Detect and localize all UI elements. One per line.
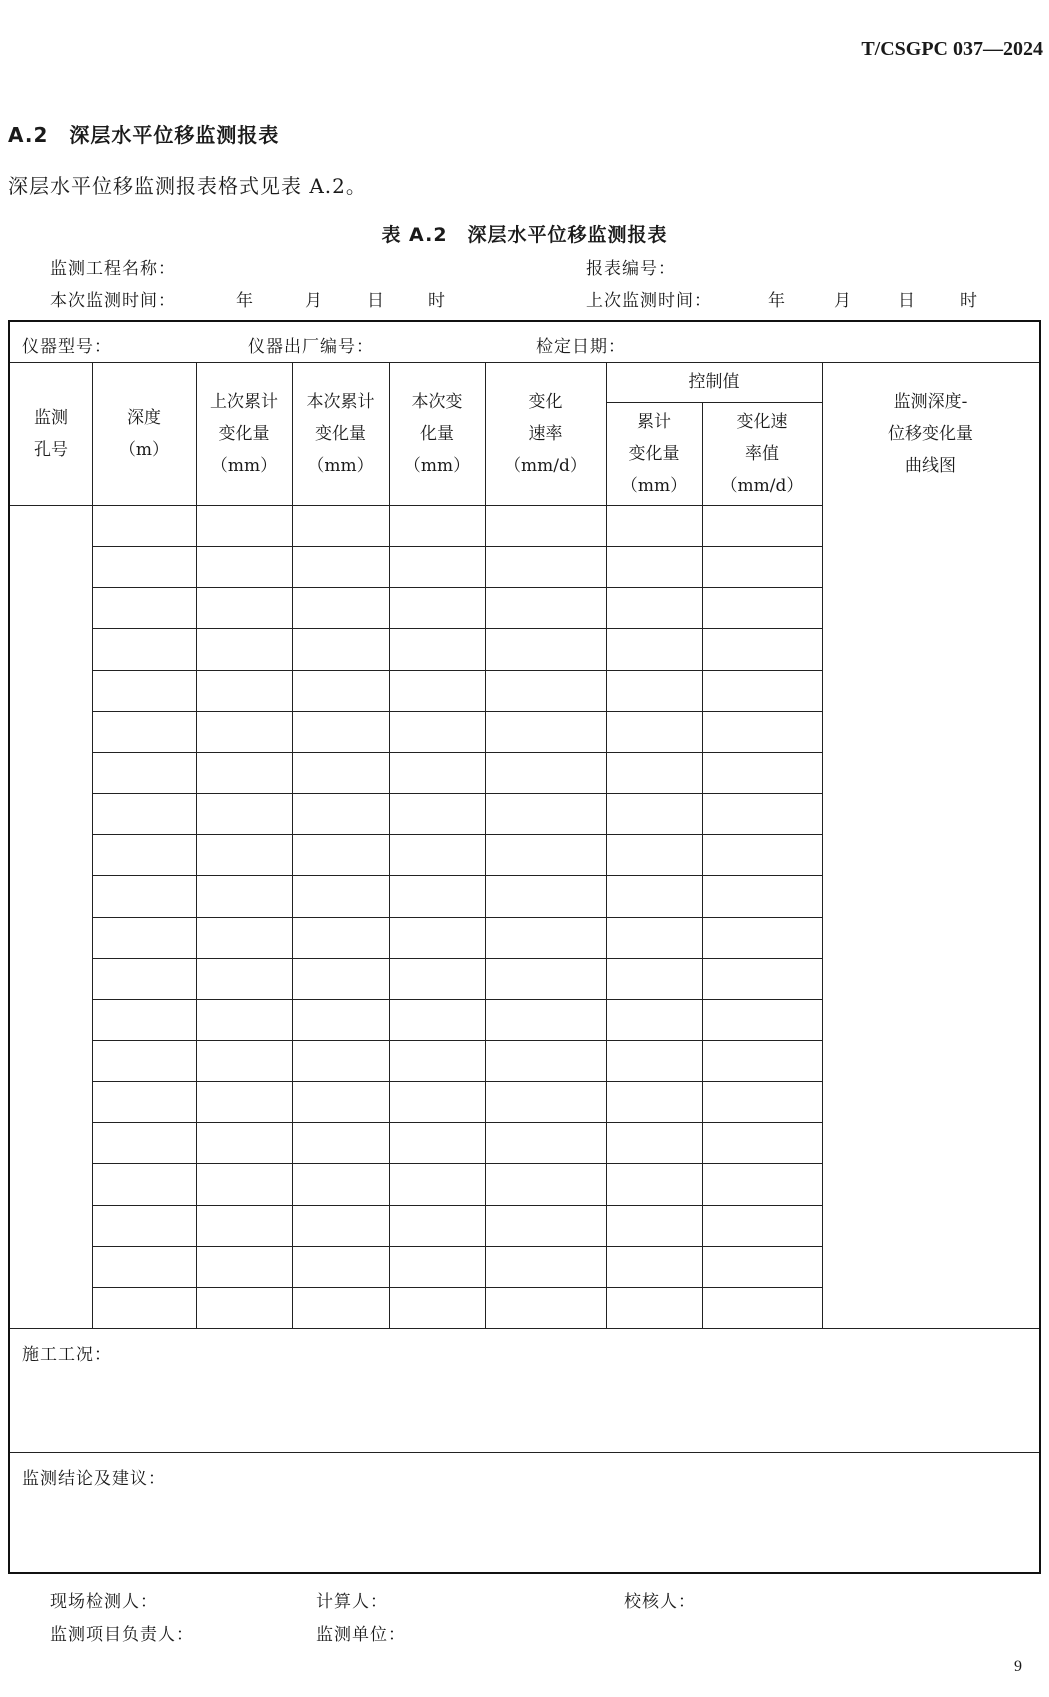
current-time-label: 本次监测时间： [50,291,176,311]
table-row [92,917,822,918]
header-prev-cumulative: 上次累计 变化量 （mm） [210,391,278,476]
previous-year: 年 [768,291,786,311]
table-row [92,546,822,547]
table-row [92,628,822,629]
instrument-model-label: 仪器型号： [22,337,112,357]
checker-label: 校核人： [624,1592,696,1612]
monitoring-unit-label: 监测单位： [316,1625,406,1645]
column-divider [292,362,293,1328]
column-divider [702,402,703,1328]
header-control-cumulative: 累计 变化量 （mm） [620,411,688,496]
column-divider [822,362,823,1328]
column-divider [389,362,390,1328]
conclusion-label: 监测结论及建议： [22,1469,166,1489]
table-row [92,793,822,794]
column-divider [196,362,197,1328]
table-row [92,587,822,588]
column-divider [606,362,607,1328]
column-divider [92,362,93,1328]
table-row [92,1205,822,1206]
intro-paragraph: 深层水平位移监测报表格式见表 A.2。 [8,174,367,198]
calculator-label: 计算人： [316,1592,388,1612]
previous-month: 月 [834,291,852,311]
header-curve: 监测深度- 位移变化量 曲线图 [888,391,973,476]
current-hour: 时 [428,291,446,311]
divider [10,505,822,506]
header-curr-cumulative: 本次累计 变化量 （mm） [306,391,375,476]
table-row [92,711,822,712]
header-control-rate: 变化速 率值 （mm/d） [720,411,804,496]
divider [10,1452,1039,1453]
current-month: 月 [305,291,323,311]
standard-number: T/CSGPC 037—2024 [861,38,1043,60]
header-control-value: 控制值 [688,372,740,392]
table-row [92,670,822,671]
table-row [92,752,822,753]
table-row [92,1246,822,1247]
instrument-serial-label: 仪器出厂编号： [248,337,374,357]
construction-label: 施工工况： [22,1345,112,1365]
report-no-label: 报表编号： [586,259,676,279]
table-row [92,1287,822,1288]
report-table [8,320,1041,1574]
current-year: 年 [236,291,254,311]
header-depth: 深度 （m） [118,407,170,460]
table-row [92,875,822,876]
project-manager-label: 监测项目负责人： [50,1625,194,1645]
header-curr-change: 本次变 化量 （mm） [403,391,471,476]
section-heading: A.2 深层水平位移监测报表 [8,123,280,147]
previous-time-label: 上次监测时间： [586,291,712,311]
table-row [92,1163,822,1164]
table-row [92,999,822,1000]
page-number: 9 [1014,1658,1022,1675]
project-name-label: 监测工程名称： [50,259,176,279]
header-rate: 变化 速率 （mm/d） [504,391,587,476]
table-row [92,834,822,835]
column-divider [485,362,486,1328]
previous-hour: 时 [960,291,978,311]
table-row [92,1040,822,1041]
table-row [92,958,822,959]
field-inspector-label: 现场检测人： [50,1592,158,1612]
calibration-date-label: 检定日期： [536,337,626,357]
header-hole-no: 监测 孔号 [34,407,68,460]
table-row [92,1122,822,1123]
current-day: 日 [367,291,385,311]
divider [10,1328,1039,1329]
table-row [92,1081,822,1082]
table-title: 表 A.2 深层水平位移监测报表 [381,224,668,246]
previous-day: 日 [898,291,916,311]
